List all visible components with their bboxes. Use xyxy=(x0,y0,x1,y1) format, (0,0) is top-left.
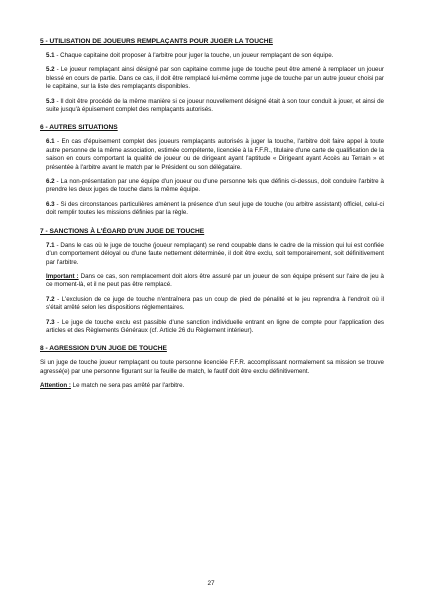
paragraph-text: - L'exclusion de ce juge de touche n'entraînera pas un coup de pied de pénalité et le jeu reprendra à l'endroit où il s'était arrêté selon les dispositions réglementaires. xyxy=(46,295,384,312)
paragraph-text: Le match ne sera pas arrêté par l'arbitre. xyxy=(70,382,185,390)
paragraph-text: - Le juge de touche exclu est passible d'une sanction individuelle entrant en ligne de compte pour l'application des articles et des Règlements Généraux (cf. Article 26 du Règlement intérieur). xyxy=(46,318,384,334)
paragraph-6-2 xyxy=(40,178,384,195)
paragraph-7-3 xyxy=(40,319,384,336)
paragraph-text: - Le joueur remplaçant ainsi désigné par son capitaine comme juge de touche peut être amené à remplacer un joueur blessé en cours de partie. Dans ce cas, il doit être remplacé lui-même comme juge de touche par un autre joueur choisi par le capitaine, sur la liste des remplaçants disponibles. xyxy=(46,66,384,91)
paragraph-text: Dans ce cas, son remplacement doit alors être assuré par un joueur de son équipe présent sur l'aire de jeu à ce moment-là, et il ne peut pas être remplacé. xyxy=(46,272,385,289)
paragraph-attention xyxy=(40,382,384,390)
paragraph-7-2 xyxy=(40,296,384,313)
paragraph-text: - Dans le cas où le juge de touche (joueur remplaçant) se rend coupable dans le cadre de la mission qui lui est confiée d'un comportement déloyal ou d'une faute nettement déterminée, il doit être exclu, soit temporairement, soit définitivement par l'arbitre. xyxy=(46,241,384,266)
paragraph-number: 6.1 xyxy=(46,138,55,146)
paragraph-number: 7.3 xyxy=(46,318,55,326)
paragraph-number: 5.3 xyxy=(46,97,55,105)
paragraph-5-3 xyxy=(40,98,384,115)
paragraph-number: 7.1 xyxy=(46,241,55,249)
paragraph-5-1 xyxy=(40,52,384,60)
paragraph-number: 6.2 xyxy=(46,178,55,186)
paragraph-number: 5.1 xyxy=(46,52,55,59)
important-label: Important : xyxy=(46,272,79,280)
section-5 xyxy=(40,38,384,114)
section-6 xyxy=(40,124,384,217)
paragraph-number: 5.2 xyxy=(46,66,55,74)
paragraph-7-1 xyxy=(40,242,384,267)
paragraph-6-3 xyxy=(40,201,384,218)
paragraph-text: - La non-présentation par une équipe d'un joueur ou d'une personne tels que définis ci-dessus, doit conduire l'arbitre à prendre les deux juges de touche dans la même équipe. xyxy=(46,178,384,194)
section-8 xyxy=(40,345,384,390)
paragraph-5-2 xyxy=(40,66,384,91)
paragraph-text: - En cas d'épuisement complet des joueurs remplaçants autorisés à juger la touche, l'arbitre doit faire appel à toute autre personne de la même association, estimée compétente, licenciée à la F.F.R., titulaire d'une carte de qualification de la saison en cours comportant la qualité de joueur ou de dirigeant ayant l'aptitude « Dirigeant ayant Accès au Terrain » et présentée à l'arbitre avant le match par le Président ou son délégataire. xyxy=(46,138,384,171)
section-heading: 5 - UTILISATION DE JOUEURS REMPLAÇANTS POUR JUGER LA TOUCHE xyxy=(40,38,273,45)
paragraph-important xyxy=(40,273,384,290)
paragraph-number: 6.3 xyxy=(46,200,55,208)
section-heading: 7 - SANCTIONS À L'ÉGARD D'UN JUGE DE TOUCHE xyxy=(40,227,205,235)
paragraph-text: Si un juge de touche joueur remplaçant ou toute personne licenciée F.F.R. accomplissant normalement sa mission se trouve agressé(e) par une personne figurant sur la feuille de match, le fautif doit être exclu définitivement. xyxy=(40,359,384,375)
paragraph-number: 7.2 xyxy=(46,295,55,303)
section-7 xyxy=(40,228,384,336)
paragraph-text: - Chaque capitaine doit proposer à l'arbitre pour juger la touche, un joueur remplaçant de son équipe. xyxy=(54,52,334,59)
section-heading: 6 - AUTRES SITUATIONS xyxy=(40,124,118,132)
page-number: 27 xyxy=(207,580,215,587)
paragraph-text: - Si des circonstances particulières amènent la présence d'un seul juge de touche (ou arbitre assistant) officiel, celui-ci doit remplir toutes les missions définies par la règle. xyxy=(46,200,384,217)
document-page xyxy=(40,38,384,401)
paragraph-6-1 xyxy=(40,138,384,172)
paragraph-text: - Il doit être procédé de la même manière si ce joueur nouvellement désigné était à son tour conduit à jouer, et ainsi de suite jusqu'à épuisement complet des remplaçants autorisés. xyxy=(46,97,384,114)
section-heading: 8 - AGRESSION D'UN JUGE DE TOUCHE xyxy=(40,345,167,353)
paragraph-8-body xyxy=(40,359,384,376)
attention-label: Attention : xyxy=(40,382,71,390)
